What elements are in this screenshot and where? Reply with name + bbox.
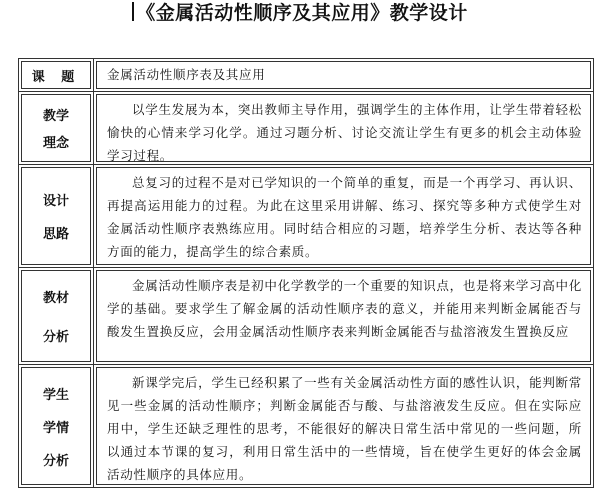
row-label-student-analysis: [19, 365, 94, 488]
row-label-text: 教学: [42, 109, 69, 124]
row-content-text: 金属活动性顺序表及其应用: [107, 67, 266, 82]
table-row-material-analysis: [19, 268, 594, 365]
row-label-text: 教材: [42, 291, 69, 306]
row-content-text: 总复习的过程不是对已学知识的一个简单的重复，而是一个再学习、再认识、再提高运用能力的过程。为此在这里采用讲解、练习、探究等多种方式使学生对金属活动性顺序表熟练应用。同时结合相应的习题，培养学生分析、表达等各种方面的能力，提高学生的综合素质。: [107, 175, 582, 259]
row-label-text: 设计: [42, 194, 69, 209]
table-row-course: [19, 59, 594, 92]
row-content-text: 以学生发展为本，突出教师主导作用，强调学生的主体作用，让学生带着轻松愉快的心情来学习化学。通过习题分析、讨论交流让学生有更多的机会主动体验学习过程。: [107, 102, 582, 163]
row-content-material-analysis: [94, 268, 594, 365]
row-label-text: 分析: [42, 330, 69, 345]
row-label-text: 课 题: [31, 69, 81, 85]
table-row-student-analysis: [19, 365, 594, 488]
document-title: [0, 0, 600, 28]
row-content-student-analysis: [94, 365, 594, 488]
row-label-text: 学生: [42, 387, 69, 403]
table-row-design-approach: [19, 165, 594, 268]
row-label-text: 分析: [42, 453, 69, 469]
row-content-design-approach: [94, 165, 594, 268]
row-label-teaching-concept: [19, 92, 94, 165]
title-bar-mark: [132, 2, 134, 21]
row-label-text: 学情: [42, 420, 69, 436]
row-label-course: [19, 59, 94, 92]
document-title-text: 《金属活动性顺序及其应用》教学设计: [136, 2, 468, 24]
row-content-text: 新课学完后，学生已经积累了一些有关金属活动性方面的感性认识，能判断常见一些金属的活动性顺序；判断金属能否与酸、与盐溶液发生反应。但在实际应用中，学生还缺乏理性的思考，不能很好的解决日常生活中常见的一些问题，所以通过本节课的复习，利用日常生活中的一些情境，旨在使学生更好的体会金属活动性顺序的具体应用。: [107, 375, 582, 482]
row-content-text: 金属活动性顺序表是初中化学教学的一个重要的知识点，也是将来学习高中化学的基础。要求学生了解金属的活动性顺序表的意义，并能用来判断金属能否与酸发生置换反应，会用金属活动性顺序表来判断金属能否与盐溶液发生置换反应: [107, 278, 582, 339]
row-label-text: 思路: [42, 227, 69, 242]
row-content-teaching-concept: [94, 92, 594, 165]
row-label-design-approach: [19, 165, 94, 268]
lesson-plan-table: [18, 58, 594, 488]
row-label-material-analysis: [19, 268, 94, 365]
row-label-text: 理念: [42, 136, 69, 151]
table-row-teaching-concept: [19, 92, 594, 165]
row-content-course: [94, 59, 594, 92]
